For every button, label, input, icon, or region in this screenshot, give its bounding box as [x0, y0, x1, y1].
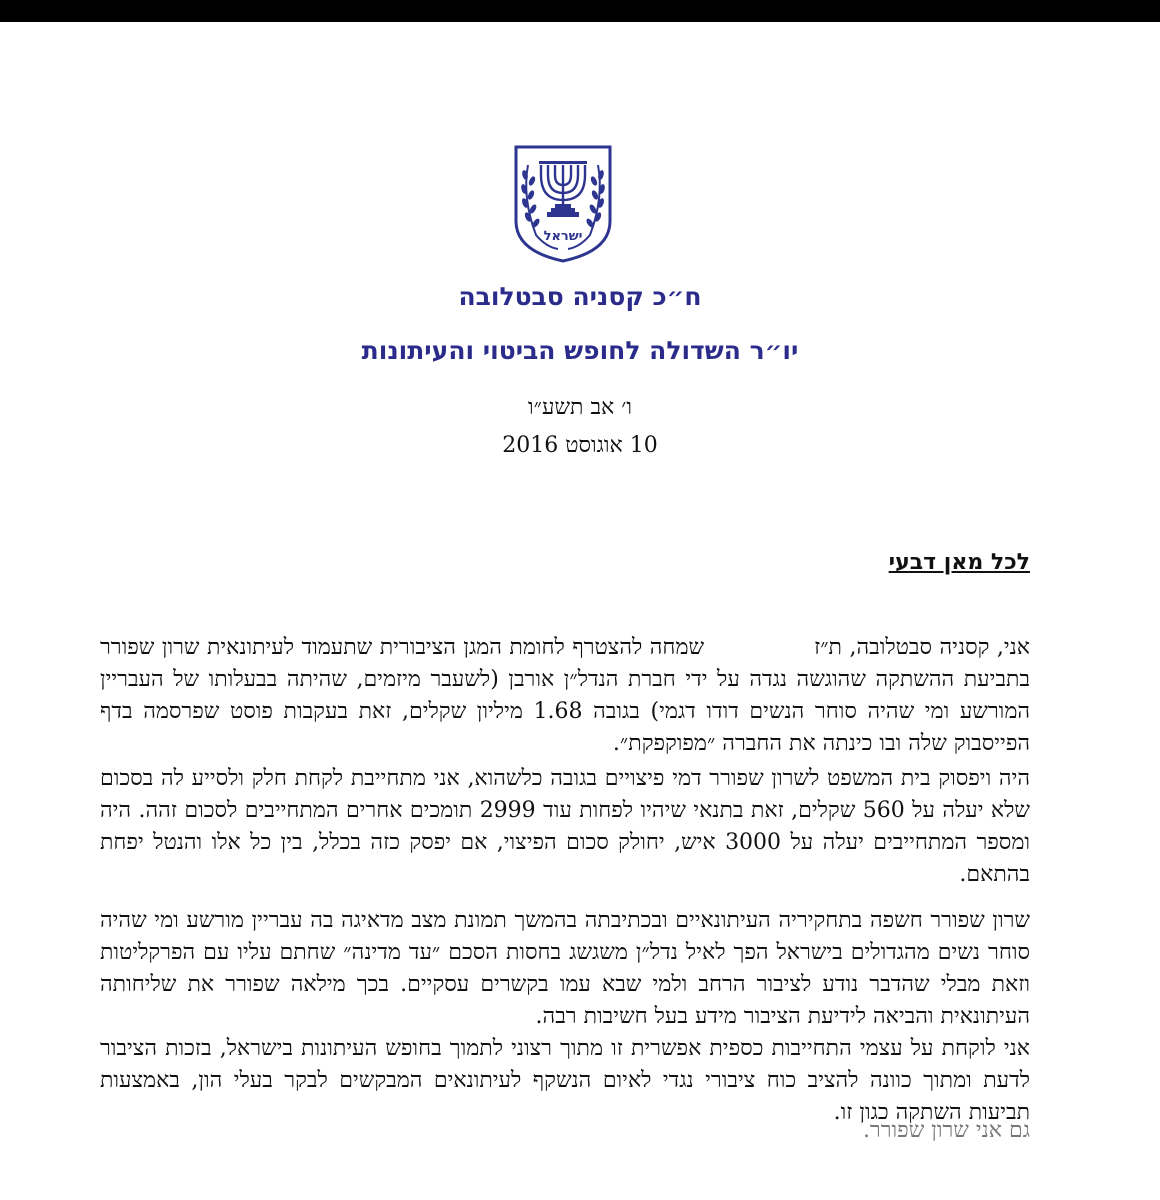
state-of-israel-emblem-icon: [512, 143, 614, 265]
paragraph-1: [100, 632, 1030, 760]
salutation: לכל מאן דבעי: [888, 550, 1030, 575]
caucus-title: יו״ר השדולה לחופש הביטוי והעיתונות: [361, 336, 799, 365]
gregorian-date: 10 אוגוסט 2016: [502, 433, 658, 458]
mk-name: ח״כ קסניה סבטלובה: [458, 282, 702, 311]
emblem-text: ישראל: [543, 229, 583, 244]
paragraph-3: שרון שפורר חשפה בתחקיריה העיתונאיים ובכתיבתה בהמשך תמונת מצב מדאיגה בה עבריין מורשע ומי שהיה סוחר נשים מהגדולים בישראל הפך לאיל נדל״ן משגשג בחסות הסכם ״עד מדינה״ שחתם עליו עם הפרקליטות וזאת מבלי שהדבר נודע לציבור הרחב ולמי שבא עמו בקשרים עסקיים. בכך מילאה שפורר את שליחותה העיתונאית והביאה לידיעת הציבור מידע בעל חשיבות רבה.: [100, 908, 1030, 1029]
paragraph-1-intro: אני, קסניה סבטלובה, ת״ז: [814, 635, 1030, 660]
hebrew-date: ו׳ אב תשע״ו: [528, 395, 632, 420]
top-black-bar: [0, 0, 1160, 22]
paragraph-1-text: שמחה להצטרף לחומת המגן הציבורית שתעמוד לעיתונאית שרון שפורר בתביעת ההשתקה שהוגשה נגדה על ידי חברת הנדל״ן אורבן (לשעבר מיזמים, שהיתה בבעלותו של העבריין המורשע ומי שהיה סוחר הנשים דודו דגמי) בגובה 1.68 מיליון שקלים, זאת בעקבות פוסט שפרסמה בדף הפייסבוק שלה ובו כינתה את החברה ״מפוקפקת״.: [100, 635, 1031, 756]
paragraph-2: היה ויפסוק בית המשפט לשרון שפורר דמי פיצויים בגובה כלשהוא, אני מתחייבת לקחת חלק ולסייע לה בסכום שלא יעלה על 560 שקלים, זאת בתנאי שיהיו לפחות עוד 2999 תומכים אחרים המתחייבים לסכום זהה. היה ומספר המתחייבים יעלה על 3000 איש, יחולק סכום הפיצוי, אם יפסק כזה בכלל, בין כל אלו והנטל יפחת בהתאם.: [100, 766, 1030, 887]
paragraph-4: אני לוקחת על עצמי התחייבות כספית אפשרית זו מתוך רצוני לתמוך בחופש העיתונות בישראל, בזכות הציבור לדעת ומתוך כוונה להציב כוח ציבורי נגדי לאיום הנשקף לעיתונאים המבקשים לבקר בעלי הון, באמצעות תביעות השתקה כגון זו.: [100, 1036, 1030, 1125]
closing-line: גם אני שרון שפורר.: [862, 1118, 1030, 1143]
